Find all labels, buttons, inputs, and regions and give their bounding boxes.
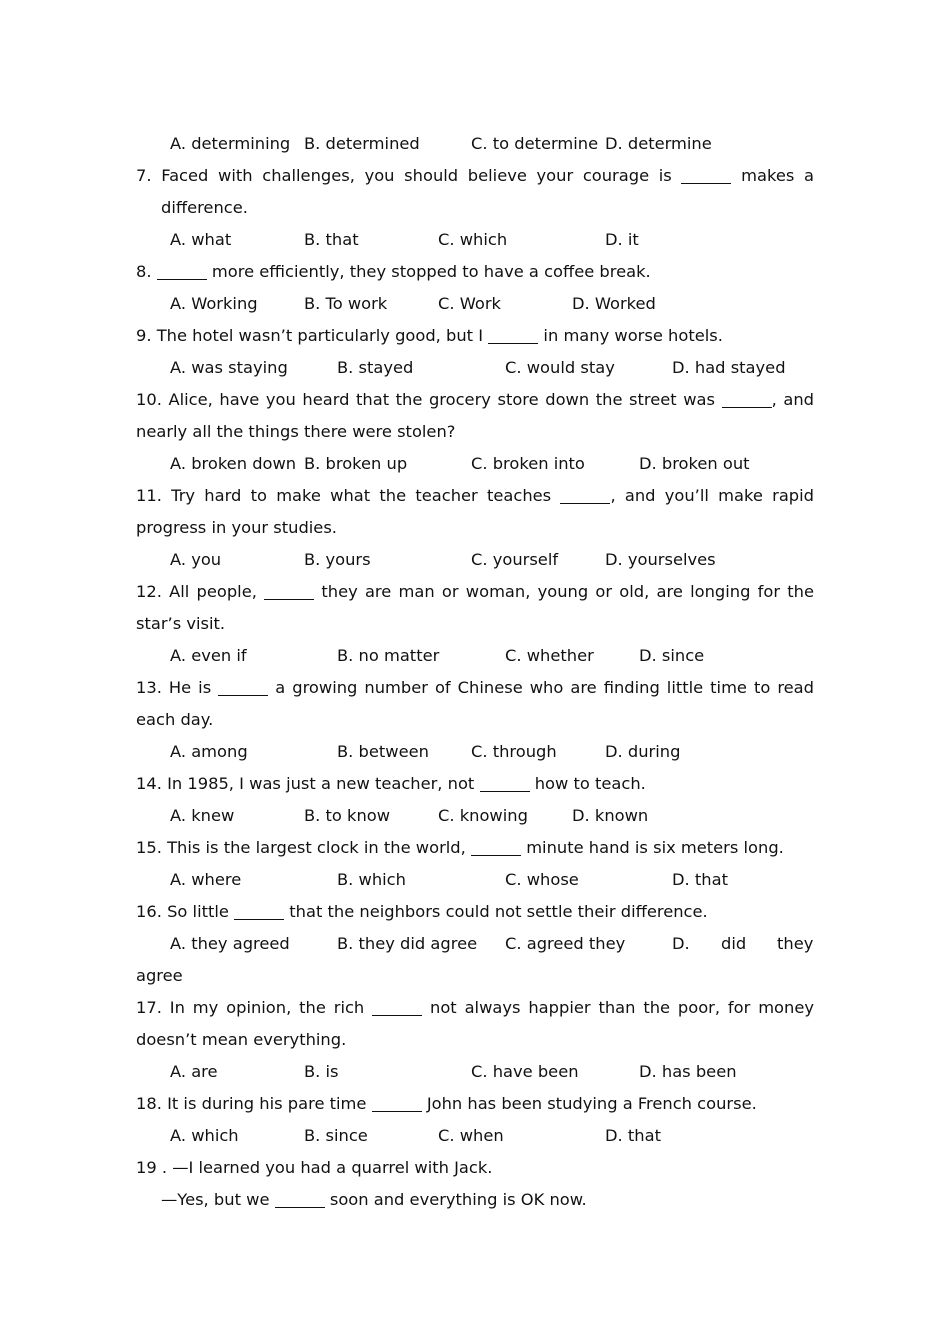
q16-option-b: B. they did agree [337, 934, 478, 953]
q15-option-d: D. that [672, 870, 728, 889]
answer-blank [372, 1095, 422, 1112]
answer-blank [681, 167, 731, 184]
q16-options [136, 928, 814, 960]
q8-option-d: D. Worked [572, 294, 656, 313]
q13-option-d: D. during [605, 742, 681, 761]
q8-stem-text: more efficiently, they stopped to have a coffee break. [211, 262, 651, 281]
q18-stem-text-end: John has been studying a French course. [426, 1094, 757, 1113]
q18-options [136, 1120, 814, 1152]
q10-stem-line1 [136, 384, 814, 416]
q19-stem-line2 [136, 1184, 814, 1216]
q10-option-c: C. broken into [471, 454, 585, 473]
q9-stem-text: 9. The hotel wasn’t particularly good, but I [136, 326, 484, 345]
q18-option-b: B. since [304, 1126, 368, 1145]
q7-stem-line2: difference. [161, 198, 248, 217]
q8-option-a: A. Working [170, 294, 258, 313]
q9-option-b: B. stayed [337, 358, 414, 377]
q18-stem-text: 18. It is during his pare time [136, 1094, 367, 1113]
q17-stem-line1 [136, 992, 814, 1024]
q12-option-d: D. since [639, 646, 705, 665]
q16-option-c: C. agreed they [505, 934, 626, 953]
q13-option-c: C. through [471, 742, 557, 761]
q7-option-c: C. which [438, 230, 508, 249]
answer-blank [560, 487, 610, 504]
q15-option-b: B. which [337, 870, 406, 889]
q14-option-d: D. known [572, 806, 649, 825]
answer-blank [157, 263, 207, 280]
q13-stem-text-end: a growing number of Chinese who are finding little time to read [275, 678, 814, 697]
q12-stem-text-end: they are man or woman, young or old, are longing for the [321, 582, 814, 601]
q13-stem-line1 [136, 672, 814, 704]
q14-option-a: A. knew [170, 806, 235, 825]
q16-option-d-word1: did [721, 934, 747, 953]
q8-option-b: B. To work [304, 294, 388, 313]
q13-option-b: B. between [337, 742, 429, 761]
q11-stem-text-end: , and you’ll make rapid [610, 486, 814, 505]
q12-stem-text: 12. All people, [136, 582, 257, 601]
q10-option-d: D. broken out [639, 454, 750, 473]
q14-stem-text-end: how to teach. [534, 774, 646, 793]
q17-stem-text-end: not always happier than the poor, for money [430, 998, 814, 1017]
q7-stem-text-end: makes a [741, 166, 814, 185]
q18-option-c: C. when [438, 1126, 504, 1145]
answer-blank [372, 999, 422, 1016]
q8-stem [136, 256, 814, 288]
q12-options [136, 640, 814, 672]
q16-option-a: A. they agreed [170, 934, 290, 953]
q16-option-d-word2: they [777, 934, 814, 953]
q6-option-d: D. determine [605, 134, 712, 153]
q12-option-b: B. no matter [337, 646, 440, 665]
q7-option-a: A. what [170, 230, 232, 249]
q13-option-a: A. among [170, 742, 248, 761]
q15-stem [136, 832, 814, 864]
q13-options [136, 736, 814, 768]
q14-options [136, 800, 814, 832]
q17-option-c: C. have been [471, 1062, 579, 1081]
q9-options [136, 352, 814, 384]
q6-options [136, 128, 814, 160]
answer-blank [722, 391, 772, 408]
answer-blank [488, 327, 538, 344]
q11-option-d: D. yourselves [605, 550, 716, 569]
q9-stem [136, 320, 814, 352]
q10-stem-text: 10. Alice, have you heard that the grocery store down the street was [136, 390, 716, 409]
q12-stem-line1 [136, 576, 814, 608]
q17-option-a: A. are [170, 1062, 218, 1081]
q11-options [136, 544, 814, 576]
q6-option-b: B. determined [304, 134, 420, 153]
q19-stem-line1: 19 . —I learned you had a quarrel with Jack. [136, 1158, 493, 1177]
q7-option-b: B. that [304, 230, 359, 249]
q15-options [136, 864, 814, 896]
q15-option-c: C. whose [505, 870, 579, 889]
q14-stem [136, 768, 814, 800]
answer-blank [275, 1191, 325, 1208]
q14-option-c: C. knowing [438, 806, 528, 825]
q15-stem-text-end: minute hand is six meters long. [526, 838, 784, 857]
q18-option-a: A. which [170, 1126, 239, 1145]
answer-blank [218, 679, 268, 696]
q7-option-d: D. it [605, 230, 639, 249]
q9-option-d: D. had stayed [672, 358, 786, 377]
q9-option-a: A. was staying [170, 358, 288, 377]
q7-stem-line1 [136, 160, 814, 192]
q10-option-b: B. broken up [304, 454, 408, 473]
q10-options [136, 448, 814, 480]
q11-option-b: B. yours [304, 550, 371, 569]
q7-options [136, 224, 814, 256]
q13-stem-line2: each day. [136, 710, 214, 729]
q16-stem [136, 896, 814, 928]
q12-option-a: A. even if [170, 646, 247, 665]
q11-option-c: C. yourself [471, 550, 559, 569]
q8-option-c: C. Work [438, 294, 501, 313]
q19-stem-text: —Yes, but we [161, 1190, 270, 1209]
q17-stem-text: 17. In my opinion, the rich [136, 998, 365, 1017]
q18-option-d: D. that [605, 1126, 661, 1145]
q8-options [136, 288, 814, 320]
q12-option-c: C. whether [505, 646, 594, 665]
q13-stem-text: 13. He is [136, 678, 212, 697]
q10-option-a: A. broken down [170, 454, 297, 473]
q16-option-d-wrap: agree [136, 966, 183, 985]
q11-option-a: A. you [170, 550, 222, 569]
q14-option-b: B. to know [304, 806, 391, 825]
q6-option-a: A. determining [170, 134, 291, 153]
q8-stem-number: 8. [136, 262, 152, 281]
q17-option-d: D. has been [639, 1062, 737, 1081]
q15-option-a: A. where [170, 870, 242, 889]
q9-stem-text-end: in many worse hotels. [543, 326, 723, 345]
q6-option-c: C. to determine [471, 134, 599, 153]
q11-stem-line2: progress in your studies. [136, 518, 337, 537]
q16-option-d-letter: D. [672, 934, 690, 953]
q9-option-c: C. would stay [505, 358, 615, 377]
q14-stem-text: 14. In 1985, I was just a new teacher, not [136, 774, 475, 793]
q19-stem-text-end: soon and everything is OK now. [329, 1190, 587, 1209]
q10-stem-text-end: , and [771, 390, 814, 409]
q16-stem-text-end: that the neighbors could not settle their difference. [289, 902, 708, 921]
q17-option-b: B. is [304, 1062, 339, 1081]
q10-stem-line2: nearly all the things there were stolen? [136, 422, 456, 441]
q18-stem [136, 1088, 814, 1120]
answer-blank [264, 583, 314, 600]
answer-blank [480, 775, 530, 792]
exam-questions [136, 128, 814, 1216]
q11-stem-text: 11. Try hard to make what the teacher teaches [136, 486, 552, 505]
q16-stem-text: 16. So little [136, 902, 229, 921]
q12-stem-line2: star’s visit. [136, 614, 226, 633]
q17-stem-line2: doesn’t mean everything. [136, 1030, 347, 1049]
q11-stem-line1 [136, 480, 814, 512]
answer-blank [471, 839, 521, 856]
answer-blank [234, 903, 284, 920]
q15-stem-text: 15. This is the largest clock in the world, [136, 838, 466, 857]
q17-options [136, 1056, 814, 1088]
q7-stem-text: 7. Faced with challenges, you should believe your courage is [136, 166, 672, 185]
